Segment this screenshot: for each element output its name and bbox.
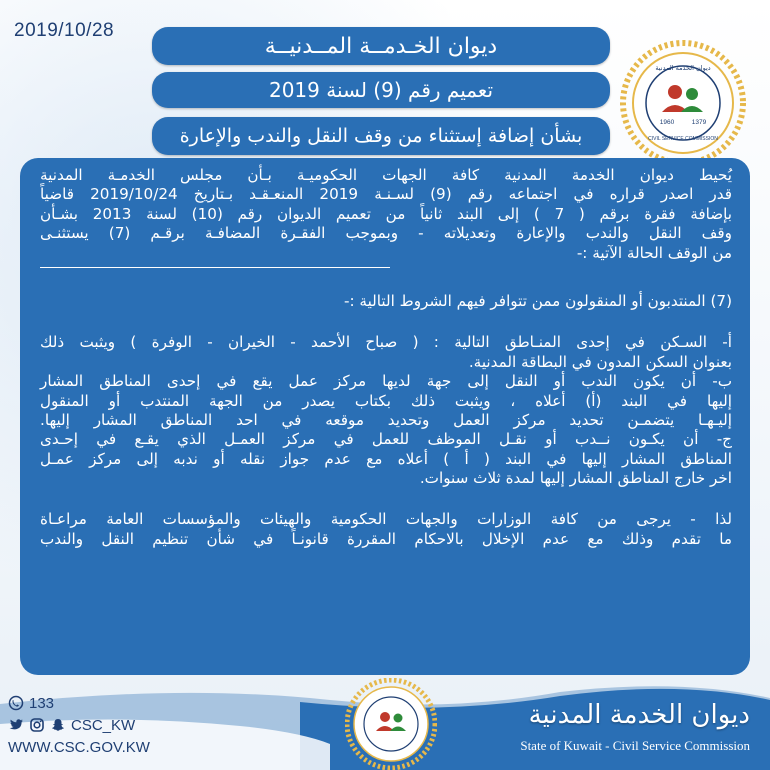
twitter-icon[interactable] — [8, 717, 24, 733]
instagram-icon[interactable] — [29, 717, 45, 733]
spacer — [40, 270, 732, 292]
body-line: بإضافة فقرة برقم ( 7 ) إلى البند ثانياً من تعميم الديوان رقم (10) لسنة 2013 بشـأن — [40, 204, 732, 223]
clause-heading: (7) المنتدبون أو المنقولون ممن تتوافر فيهم الشروط التالية :- — [344, 291, 732, 310]
body-line: لذا - يرجى من كافة الوزارات والجهات الحكومية والهيئات والمؤسسات العامة مراعـاة — [40, 510, 732, 529]
body-line: ب- أن يكون الندب أو النقل إلى جهة لديها مركز عمل يقع في إحدى المناطق المشار — [40, 372, 732, 391]
website-row[interactable] — [8, 736, 150, 758]
divider — [40, 267, 390, 268]
social-handle: CSC_KW — [71, 716, 136, 734]
website-link[interactable]: WWW.CSC.GOV.KW — [8, 738, 150, 756]
seal-year-left: 1960 — [659, 119, 675, 126]
body-line: المناطق المشار إليها في البند ( أ ) أعلاه مع عدم جواز نقله أو ندبه إلى مركز عمـل — [40, 449, 732, 468]
body-line: من الوقف الحالة الآتية :- — [576, 243, 732, 262]
footer-title: ديوان الخدمة المدنية — [528, 700, 750, 730]
body-line: إليها في البند (أ) أعلاه ، ويثبت ذلك بكتاب يصدر من الجهة المنتدب أو المنقول — [40, 391, 732, 410]
date-label: 2019/10/28 — [14, 20, 115, 41]
body-line: يُحيط ديوان الخدمة المدنية كافة الجهات الحكوميـة بـأن مجلس الخدمـة المدنية — [40, 166, 732, 184]
csc-seal-logo — [620, 40, 746, 166]
body-line: ج- أن يكـون نــدب أو نقـل الموظف للعمل في مركز العمـل الذي يقـع في إحـدى — [40, 430, 732, 449]
social-row[interactable] — [8, 714, 150, 736]
footer-seal-logo — [345, 678, 437, 770]
body-line: وقف النقل والندب والإعارة وتعديلاته - وبموجب الفقـرة المضافـة برقـم (7) يستثنـى — [40, 224, 732, 243]
phone-row[interactable] — [8, 692, 150, 714]
subject-pill: بشأن إضافة إستثناء من وقف النقل والندب والإعارة — [152, 117, 610, 155]
snapchat-icon[interactable] — [50, 717, 66, 733]
circular-body — [20, 158, 750, 675]
seal-top-text: ديوان الخدمة المدنية — [655, 64, 711, 72]
body-line: إليـهـا يتضمـن تحديد مركز العمل وتحديد موقعه في احد المناطق المشار إليها. — [40, 410, 732, 429]
whatsapp-phone-icon — [8, 695, 24, 711]
body-line: أ- السـكن في إحدى المنـاطق التالية : ( صباح الأحمد - الخيران - الوفرة ) ويثبت ذلك — [40, 333, 732, 352]
circular-number-pill: تعميم رقم (9) لسنة 2019 — [152, 72, 610, 108]
body-line: ما تقدم وذلك مع عدم الإخلال بالاحكام المقررة قانونـاً في شأن تنظيم النقل والندب — [40, 529, 732, 548]
seal-year-right: 1379 — [691, 119, 707, 126]
spacer — [40, 488, 732, 510]
phone-number: 133 — [29, 694, 55, 712]
title-pill: ديوان الخـدمــة المــدنيــة — [152, 27, 610, 65]
body-line: بعنوان السكن المدون في البطاقة المدنية. — [468, 352, 732, 371]
seal-bottom-text: CIVIL SERVICE COMMISSION — [648, 136, 718, 142]
spacer — [40, 311, 732, 333]
footer-contacts — [8, 692, 150, 758]
body-line: قدر اصدر قراره في اجتماعه رقم (9) لسـنـة 2019 المنعـقـد بـتاريخ 2019/10/24 قاضياً — [40, 185, 732, 204]
footer-subtitle: State of Kuwait - Civil Service Commission — [520, 738, 750, 753]
body-line: اخر خارج المناطق المشار إليها لمدة ثلاث سنوات. — [419, 469, 732, 488]
